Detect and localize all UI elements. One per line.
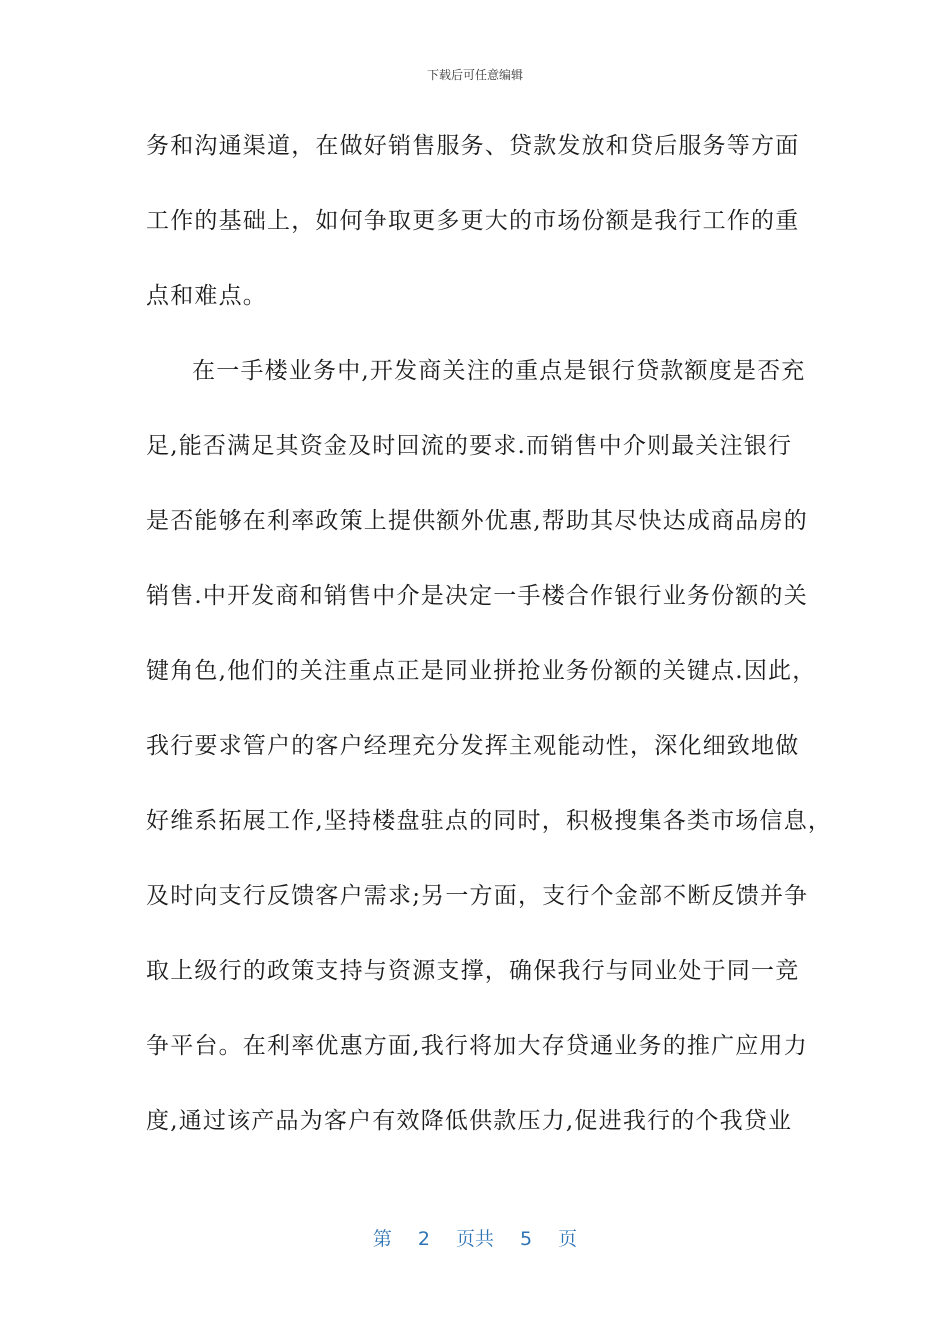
text-line: 取上级行的政策支持与资源支撑，确保我行与同业处于同一竞 — [146, 958, 800, 984]
page-footer — [0, 1224, 950, 1251]
text-line: 点和难点。 — [146, 283, 267, 309]
text-line: 在一手楼业务中,开发商关注的重点是银行贷款额度是否充 — [192, 358, 806, 384]
body-text — [146, 121, 833, 1171]
text-line: 键角色,他们的关注重点正是同业拼抢业务份额的关键点.因此， — [146, 658, 817, 684]
page-label-suffix: 页 — [558, 1228, 578, 1250]
text-line: 我行要求管户的客户经理充分发挥主观能动性，深化细致地做 — [146, 733, 800, 759]
text-line: 度,通过该产品为客户有效降低供款压力,促进我行的个我贷业 — [146, 1108, 793, 1134]
page-label-prefix: 第 — [372, 1228, 392, 1250]
page-label-middle: 页共 — [455, 1228, 494, 1250]
text-line: 争平台。在利率优惠方面,我行将加大存贷通业务的推广应用力 — [146, 1033, 808, 1059]
paragraph-1 — [146, 121, 826, 346]
paragraph-2 — [146, 346, 833, 1171]
text-line: 工作的基础上，如何争取更多更大的市场份额是我行工作的重 — [146, 208, 800, 234]
text-line: 务和沟通渠道，在做好销售服务、贷款发放和贷后服务等方面 — [146, 133, 800, 159]
text-line: 及时向支行反馈客户需求;另一方面，支行个金部不断反馈并争 — [146, 883, 809, 909]
page-header: 下载后可任意编辑 — [426, 68, 523, 82]
text-line: 足,能否满足其资金及时回流的要求.而销售中介则最关注银行 — [146, 433, 793, 459]
text-line: 好维系拓展工作,坚持楼盘驻点的同时，积极搜集各类市场信息， — [146, 808, 833, 834]
current-page-number: 2 — [417, 1228, 430, 1250]
text-line: 销售.中开发商和销售中介是决定一手楼合作银行业务份额的关 — [146, 583, 808, 609]
total-pages-number: 5 — [520, 1228, 533, 1250]
text-line: 是否能够在利率政策上提供额外优惠,帮助其尽快达成商品房的 — [146, 508, 808, 534]
